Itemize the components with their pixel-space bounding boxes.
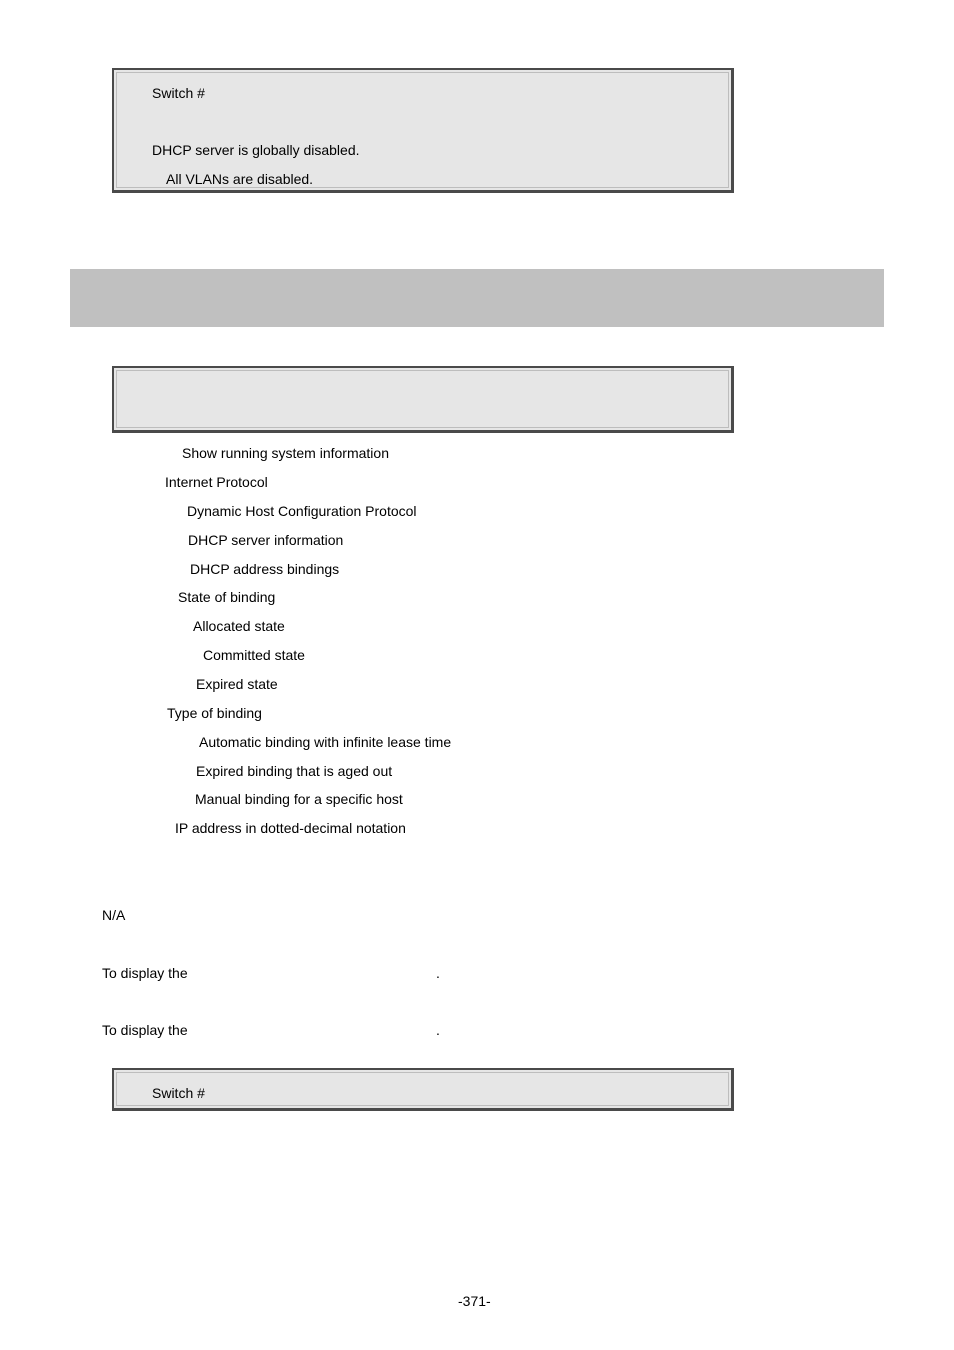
parameter-description: Expired binding that is aged out bbox=[196, 763, 393, 779]
parameter-description: Internet Protocol bbox=[165, 474, 268, 490]
usage-text-prefix: To display the bbox=[102, 1022, 188, 1038]
cli-prompt: Switch # bbox=[152, 85, 205, 101]
parameter-description: Committed state bbox=[203, 647, 305, 663]
command-syntax-box bbox=[112, 366, 734, 433]
parameter-description: Allocated state bbox=[193, 618, 285, 634]
parameter-description: DHCP server information bbox=[188, 532, 344, 548]
cli-prompt: Switch # bbox=[152, 1085, 205, 1101]
page-number: -371- bbox=[458, 1293, 491, 1309]
usage-text-prefix: To display the bbox=[102, 965, 188, 981]
parameter-description: Show running system information bbox=[182, 445, 389, 461]
parameter-description: DHCP address bindings bbox=[190, 561, 340, 577]
cli-example-box-inner-frame bbox=[116, 1072, 729, 1106]
parameter-description: Automatic binding with infinite lease time bbox=[199, 734, 452, 750]
parameter-description: Dynamic Host Configuration Protocol bbox=[187, 503, 417, 519]
usage-text-suffix: . bbox=[436, 965, 440, 981]
parameter-description: IP address in dotted-decimal notation bbox=[175, 820, 406, 836]
cli-output-line: All VLANs are disabled. bbox=[166, 171, 314, 187]
default-value: N/A bbox=[102, 907, 126, 923]
parameter-description: State of binding bbox=[178, 589, 276, 605]
usage-text-suffix: . bbox=[436, 1022, 440, 1038]
command-syntax-box-inner-frame bbox=[116, 370, 729, 428]
cli-output-line: DHCP server is globally disabled. bbox=[152, 142, 360, 158]
cli-example-box bbox=[112, 1068, 734, 1111]
section-header-bar bbox=[70, 269, 884, 327]
parameter-description: Manual binding for a specific host bbox=[195, 791, 403, 807]
parameter-description: Expired state bbox=[196, 676, 278, 692]
parameter-description: Type of binding bbox=[167, 705, 262, 721]
